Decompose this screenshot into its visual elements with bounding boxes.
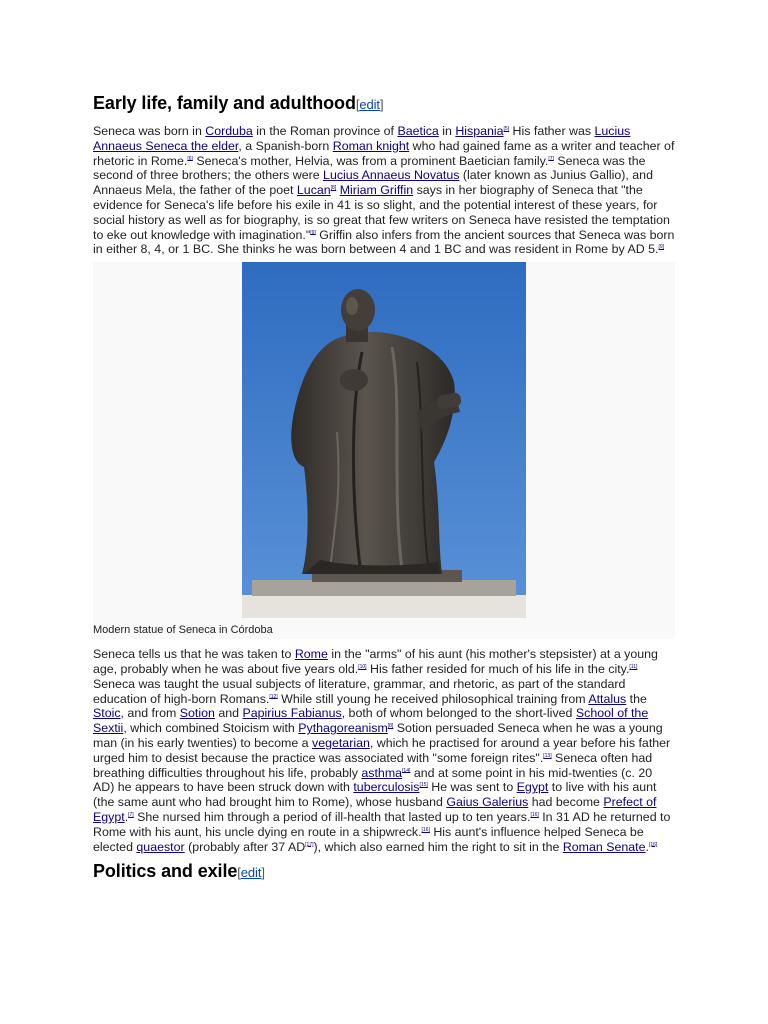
link-lucan[interactable]: Lucan xyxy=(296,183,331,198)
statue-photo[interactable] xyxy=(242,262,526,618)
ref-link[interactable]: [9] xyxy=(310,229,316,236)
figure-caption: Modern statue of Seneca in Córdoba xyxy=(93,624,273,637)
link-rome[interactable]: Rome xyxy=(294,647,328,662)
link-asthma[interactable]: asthma xyxy=(361,765,403,780)
section-title: Early life, family and adulthood xyxy=(93,93,356,113)
paragraph-early-life: Seneca was born in Corduba in the Roman province of Baetica in Hispania[5] His father was Lucius Annaeus Seneca the elder, a Spanish-born Roman knight who had gained fame as a writer and teacher of rhetoric in Rome.[6] Seneca's mother, Helvia, was from a prominent Baetician family.[7] Seneca was the second of three brothers; the others were Lucius Annaeus Novatus (later known as Junius Gallio), and Annaeus Mela, the father of the poet Lucan[8] Miriam Griffin says in her biography of Seneca that "the evidence for Seneca's life before his exile in 41 is so slight, and the potential interest of these years, for social history as well as for biography, is so great that few writers on Seneca have resisted the temptation to eke out knowledge with imagination."[9] Griffin also infers from the ancient sources that Seneca was born in either 8, 4, or 1 BC. She thinks he was born between 4 and 1 BC and was resident in Rome by AD 5.[9] xyxy=(93,124,675,257)
ref-link[interactable]: [5] xyxy=(503,125,510,132)
link-pythagoreanism[interactable]: Pythagoreanism xyxy=(298,721,388,736)
edit-section-link[interactable]: edit xyxy=(359,97,380,112)
link-quaestor[interactable]: quaestor xyxy=(136,839,185,854)
link-attalus[interactable]: Attalus xyxy=(588,691,627,706)
section-title: Politics and exile xyxy=(93,861,238,882)
ref-link[interactable]: [9] xyxy=(658,244,665,251)
ref-link[interactable]: [15] xyxy=(419,782,428,789)
link-lucius-annaeus-novatus[interactable]: Lucius Annaeus Novatus xyxy=(323,168,460,183)
ref-link[interactable]: [16] xyxy=(421,826,430,833)
ref-link[interactable]: [16] xyxy=(530,811,539,818)
link-gaius-galerius[interactable]: Gaius Galerius xyxy=(446,795,529,810)
edit-section-link-wrapper: [edit] xyxy=(237,865,265,881)
link-egypt[interactable]: Egypt xyxy=(516,780,549,795)
link-roman-senate[interactable]: Roman Senate xyxy=(562,839,646,854)
edit-section-link-wrapper: [edit] xyxy=(355,97,384,112)
article-content xyxy=(93,90,675,885)
statue-image xyxy=(242,262,526,618)
link-tuberculosis[interactable]: tuberculosis xyxy=(353,780,420,795)
ref-link[interactable]: [8] xyxy=(387,723,394,730)
section-heading-politics-and-exile xyxy=(93,859,675,885)
link-seneca-the-elder[interactable]: Lucius Annaeus Seneca the elder xyxy=(93,124,631,153)
link-papirius-fabianus[interactable]: Papirius Fabianus xyxy=(242,706,342,721)
ref-link[interactable]: [8] xyxy=(330,185,337,192)
paragraph-education: Seneca tells us that he was taken to Rome in the "arms" of his aunt (his mother's stepsister) at a young age, probably when he was about five years old.[10] His father resided for much of his life in the city.[11] Seneca was taught the usual subjects of literature, grammar, and rhetoric, as part of the standard education of high-born Romans.[12] While still young he received philosophical training from Attalus the Stoic, and from Sotion and Papirius Fabianus, both of whom belonged to the short-lived School of the Sextii, which combined Stoicism with Pythagoreanism[8] Sotion persuaded Seneca when he was a young man (in his early twenties) to become a vegetarian, which he practised for around a year before his father urged him to desist because the practice was associated with "some foreign rites".[13] Seneca often had breathing difficulties throughout his life, probably asthma[14] and at some point in his mid-twenties (c. 20 AD) he appears to have been struck down with tuberculosis[15] He was sent to Egypt to live with his aunt (the same aunt who had brought him to Rome), whose husband Gaius Galerius had become Prefect of Egypt.[7] She nursed him through a period of ill-health that lasted up to ten years.[16] In 31 AD he returned to Rome with his aunt, his uncle dying en route in a shipwreck.[16] His aunt's influence helped Seneca be elected quaestor (probably after 37 AD[17]), which also earned him the right to sit in the Roman Senate.[16] xyxy=(93,647,671,854)
link-corduba[interactable]: Corduba xyxy=(205,124,253,138)
ref-link[interactable]: [10] xyxy=(358,663,367,670)
link-hispania[interactable]: Hispania xyxy=(455,124,504,138)
edit-section-link[interactable]: edit xyxy=(240,865,262,881)
statue-figure xyxy=(93,262,675,639)
link-roman-knight[interactable]: Roman knight xyxy=(332,138,410,153)
link-baetica[interactable]: Baetica xyxy=(397,124,439,138)
ref-link[interactable]: [6] xyxy=(187,155,193,162)
ref-link[interactable]: [7] xyxy=(548,155,554,162)
ref-link[interactable]: [11] xyxy=(629,663,638,670)
section-heading-early-life xyxy=(93,91,675,117)
ref-link[interactable]: [16] xyxy=(648,841,658,848)
link-sotion[interactable]: Sotion xyxy=(179,706,215,721)
link-prefect-of-egypt[interactable]: Prefect of Egypt xyxy=(93,795,657,824)
link-miriam-griffin[interactable]: Miriam Griffin xyxy=(339,183,414,198)
link-vegetarian[interactable]: vegetarian xyxy=(312,735,370,750)
link-stoic[interactable]: Stoic xyxy=(93,706,121,721)
ref-link[interactable]: [14] xyxy=(402,767,411,774)
ref-link[interactable]: [12] xyxy=(269,693,278,700)
link-school-of-the-sextii[interactable]: School of the Sextii xyxy=(93,706,649,736)
ref-link[interactable]: [7] xyxy=(128,811,134,818)
ref-link[interactable]: [13] xyxy=(543,752,552,759)
ref-link[interactable]: [17] xyxy=(305,841,314,848)
